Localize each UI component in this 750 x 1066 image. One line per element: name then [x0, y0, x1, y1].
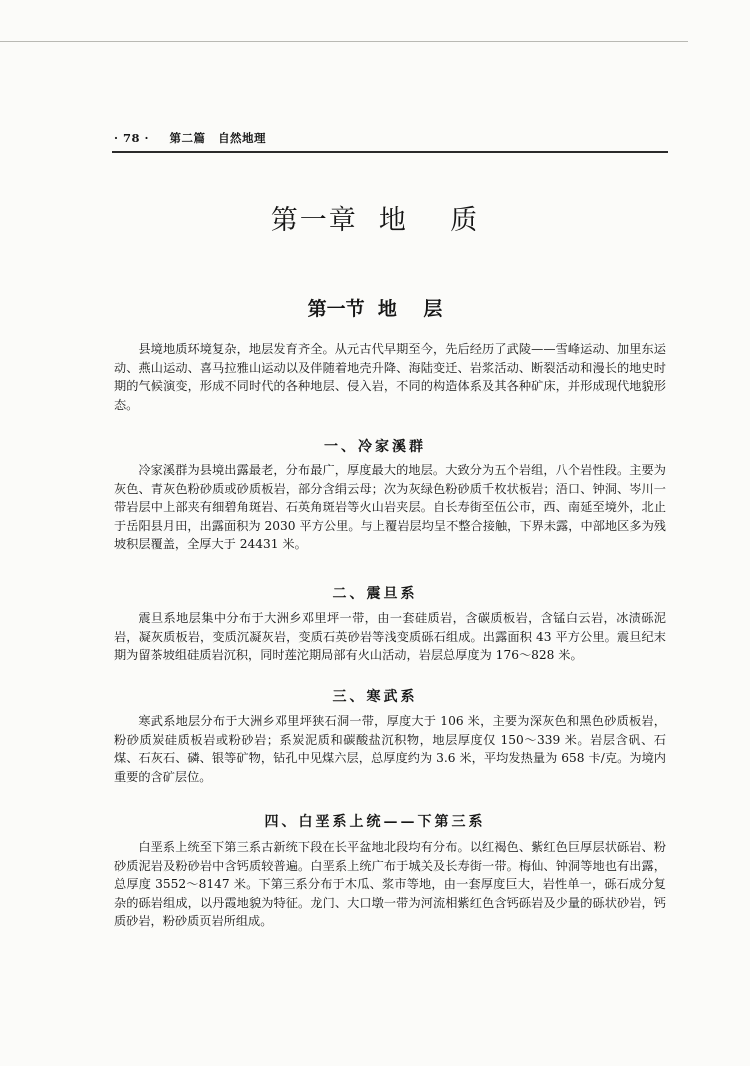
subsection-heading: 二、震旦系	[332, 586, 418, 602]
top-edge-line	[0, 41, 688, 42]
header-rule	[112, 151, 668, 153]
section-title: 第一节 地 层	[307, 298, 443, 320]
subsection-paragraph: 震旦系地层集中分布于大洲乡邓里坪一带，由一套硅质岩，含碳质板岩，含锰白云岩，冰渍砾泥岩，凝灰质板岩，变质沉凝灰岩，变质石英砂岩等浅变质砾石组成。出露面积 43 平方公里。震旦纪末期为留茶坡组硅质岩沉积，同时莲沱期局部有火山活动，岩层总厚度为 176～828 米。	[114, 611, 666, 663]
subsection-paragraph: 寒武系地层分布于大洲乡邓里坪狭石洞一带，厚度大于 106 米，主要为深灰色和黑色砂质板岩，粉砂质炭硅质板岩或粉砂岩；系炭泥质和碳酸盐沉积物，地层厚度仅 150～339 米。岩层含矾、石煤、石灰石、磷、银等矿物，钻孔中见煤六层，总厚度约为 3.6 米，平均发热量为 658 卡/克。为境内重要的含矿层位。	[114, 714, 666, 784]
part-title: 自然地理	[218, 131, 267, 145]
page-number: · 78 ·	[114, 131, 150, 145]
running-header	[114, 130, 266, 146]
part-label: 第二篇	[169, 131, 206, 145]
subsection-paragraph: 冷家溪群为县境出露最老，分布最广，厚度最大的地层。大致分为五个岩组，八个岩性段。主要为灰色、青灰色粉砂质或砂质板岩，部分含绢云母；次为灰绿色粉砂质千枚状板岩；浯口、钟洞、岑川一带岩层中上部夹有细碧角斑岩、石英角斑岩等火山岩夹层。自长寿街至伍公市，西、南延至境外，北止于岳阳县月田，出露面积为 2030 平方公里。与上覆岩层均呈不整合接触，下界未露，中部地区多为残坡积层覆盖，全厚大于 24431 米。	[114, 463, 666, 552]
subsection-heading: 三、寒武系	[332, 689, 418, 705]
subsection-paragraph: 白垩系上统至下第三系古新统下段在长平盆地北段均有分布。以红褐色、紫红色巨厚层状砾岩、粉砂质泥岩及粉砂岩中含钙质较普遍。白垩系上统广布于城关及长寿街一带。梅仙、钟洞等地也有出露，总厚度 3552～8147 米。下第三系分布于木瓜、浆市等地，由一套厚度巨大，岩性单一，砾石成分复杂的砾岩组成，以丹霞地貌为特征。龙门、大口墩一带为河流相紫红色含钙砾岩及少量的砾状砂岩，钙质砂岩，粉砂质页岩所组成。	[114, 840, 666, 929]
intro-paragraph: 县境地质环境复杂，地层发育齐全。从元古代早期至今，先后经历了武陵——雪峰运动、加里东运动、燕山运动、喜马拉雅山运动以及伴随着地壳升降、海陆变迁、岩浆活动、断裂活动和漫长的地史时期的气候演变，形成不同时代的各种地层、侵入岩，不同的构造体系及其各种矿床，并形成现代地貌形态。	[114, 342, 666, 412]
chapter-title: 第一章 地 质	[270, 205, 480, 236]
subsection-heading: 四、白垩系上统——下第三系	[264, 814, 486, 830]
subsection-heading: 一、冷家溪群	[324, 439, 426, 455]
